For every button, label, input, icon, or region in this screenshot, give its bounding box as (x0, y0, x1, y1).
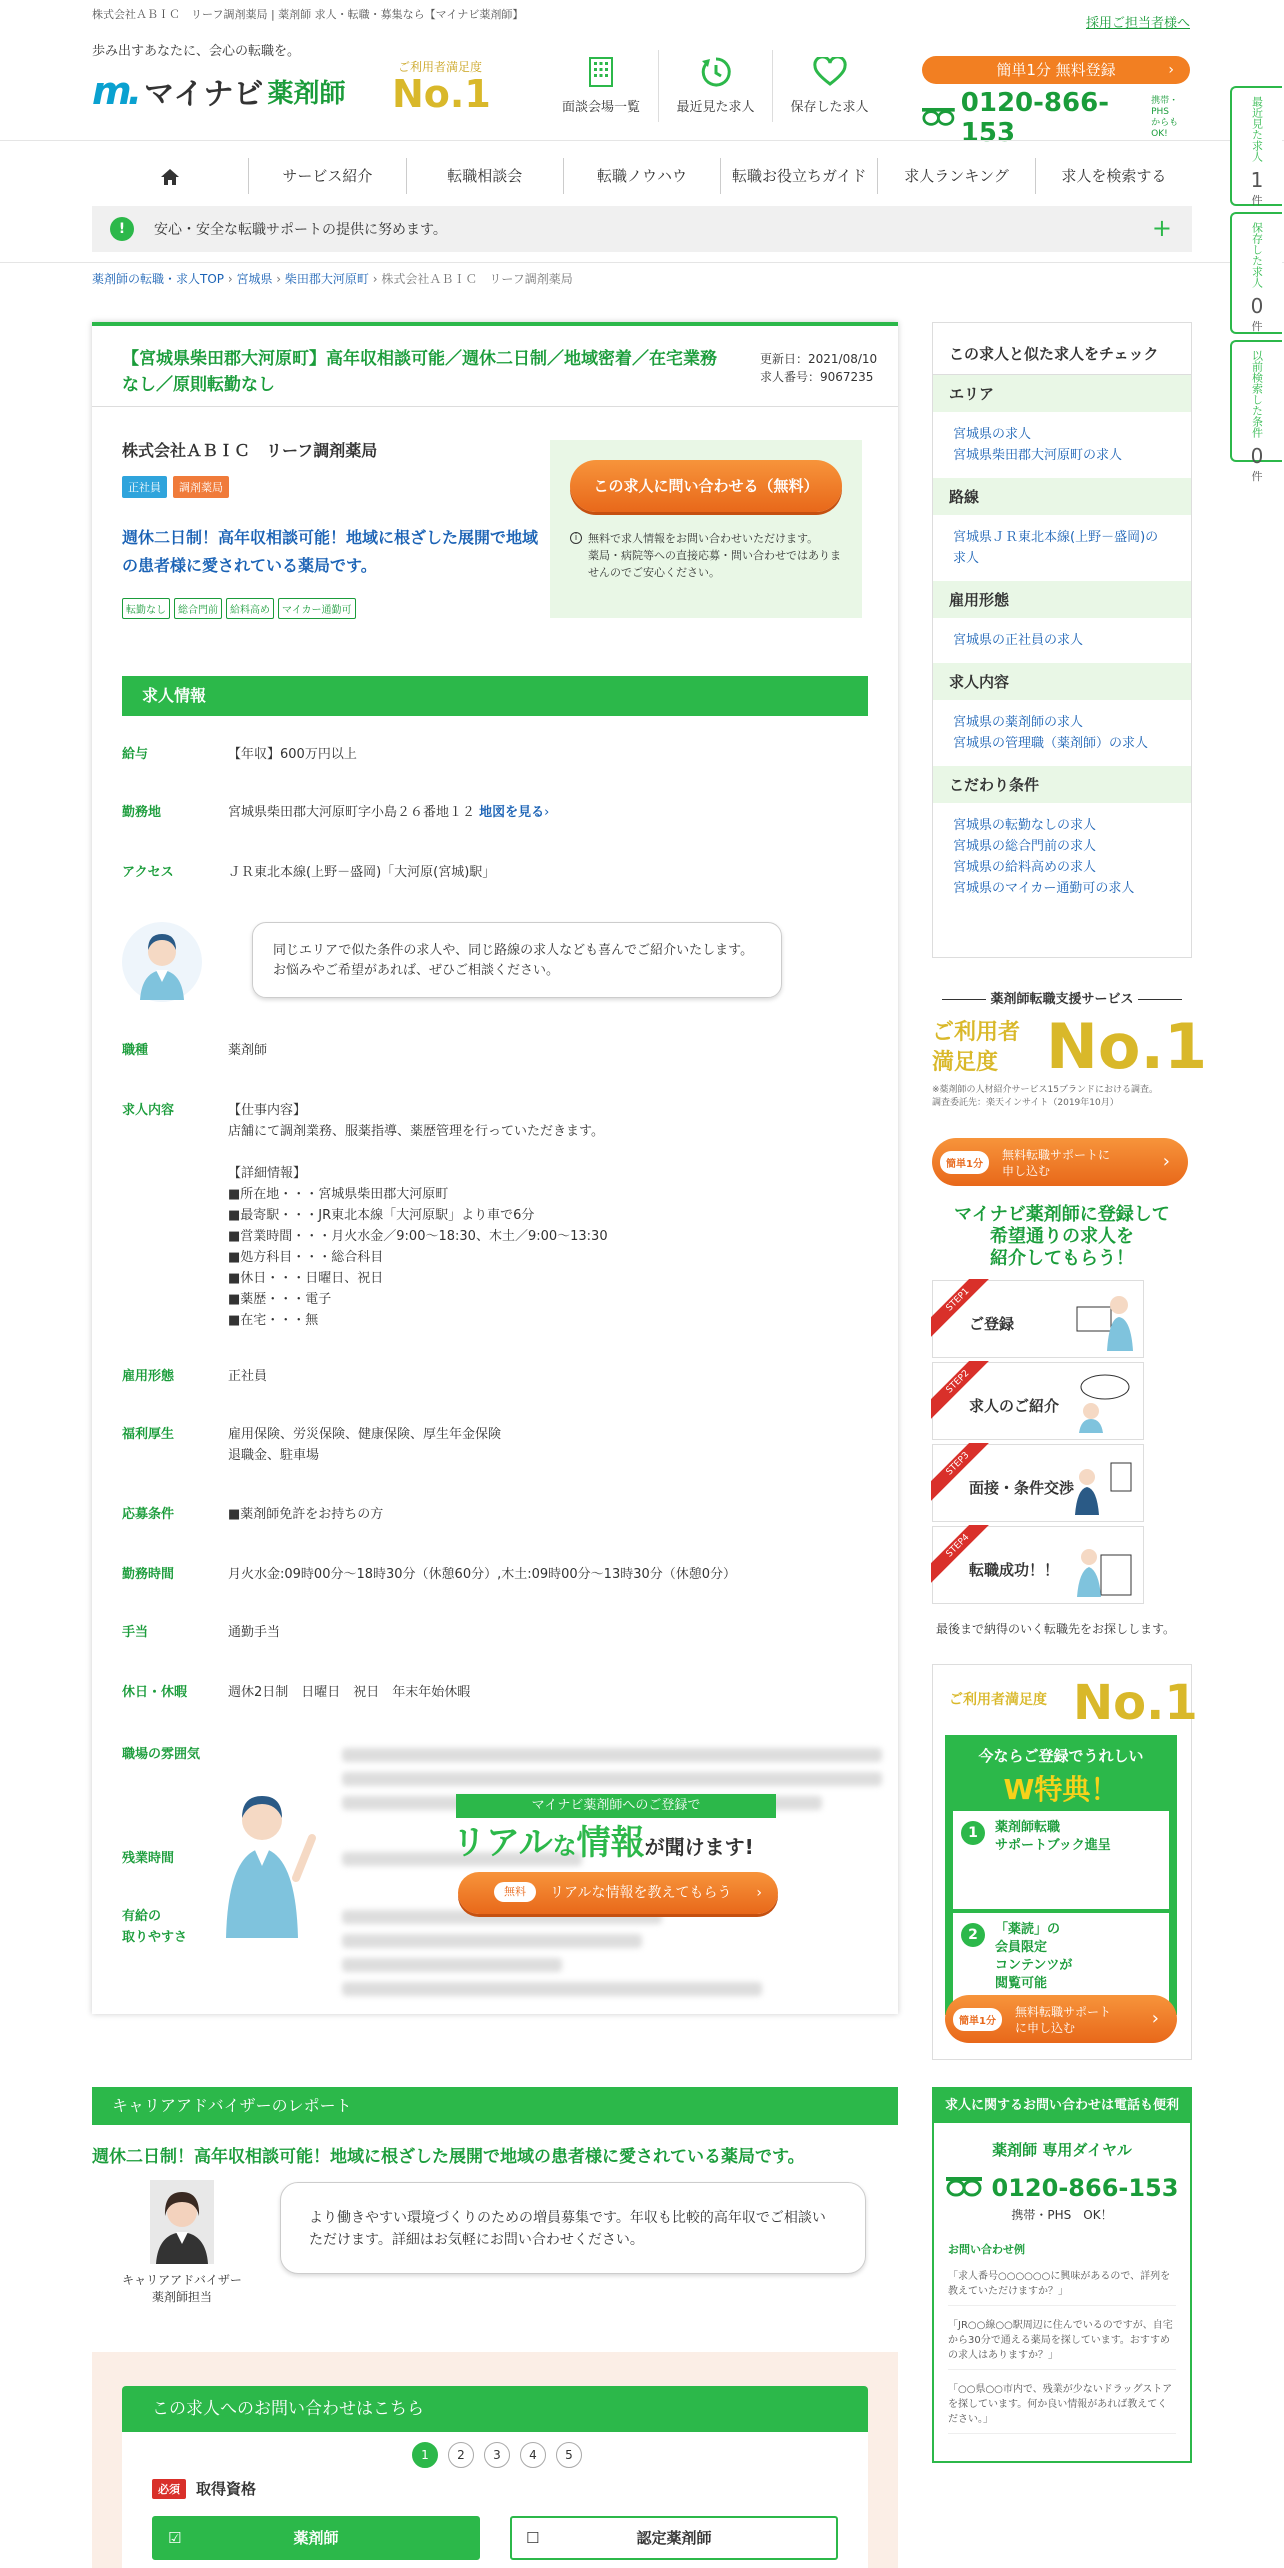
register-label: 簡単1分 無料登録 (996, 61, 1116, 79)
banner-word-na: な (552, 1832, 577, 1860)
step-label: ご登録 (969, 1315, 1015, 1333)
banner-top-label: マイナビ薬剤師へのご登録で (456, 1794, 776, 1818)
info-icon: i (570, 532, 582, 544)
float-saved-unit: 件 (1251, 320, 1263, 333)
blurred-text (342, 1772, 882, 1786)
benefit-text: 「薬読」の 会員限定 コンテンツが 閲覧可能 (995, 1922, 1073, 1991)
benefit-text: 薬剤師転職 サポートブック進呈 (995, 1820, 1111, 1853)
phone-box-number[interactable] (934, 2174, 1190, 2202)
step-4: 4 (520, 2442, 546, 2468)
overtime-key: 残業時間 (122, 1851, 175, 1866)
history-icon (699, 55, 733, 89)
phone-example-heading: お問い合わせ例 (948, 2243, 1025, 2256)
banner-button-label: リアルな情報を教えてもらう (550, 1885, 732, 1901)
advisor-report-heading: キャリアアドバイザーのレポート (92, 2087, 898, 2125)
step-label: 転職成功！！ (969, 1561, 1060, 1579)
chevron-right-icon: › (756, 1885, 762, 1901)
paid-leave-key: 有給の 取りやすさ (122, 1909, 188, 1945)
nav-guide[interactable]: 転職お役立ちガイド (720, 158, 877, 194)
check-icon: ☑ (168, 2529, 182, 2547)
welfare-key: 福利厚生 (122, 1427, 175, 1442)
chevron-right-icon: › (544, 805, 550, 820)
location-value: 宮城県柴田郡大河原町字小島２６番地１２ (228, 805, 476, 820)
heart-icon (813, 57, 847, 87)
register-small: 簡単1分 (953, 2008, 1002, 2031)
step-note: 最後まで納得のいく転職先をお探しします。 (936, 1622, 1176, 1636)
float-recent-unit: 件 (1251, 194, 1263, 207)
required-badge: 必須 (152, 2479, 186, 2499)
breadcrumb-current: 株式会社ＡＢＩＣ リーフ調剤薬局 (381, 272, 573, 286)
checkbox-empty-icon: ☐ (526, 2529, 540, 2547)
step-card-1 (932, 1280, 1144, 1358)
apply-note: 無料で求人情報をお問い合わせいただけます。 薬局・病院等への直接応募・問い合わせではありませんのでご安心ください。 (588, 532, 841, 579)
chevron-right-icon: › (1168, 62, 1174, 78)
card-divider (92, 406, 898, 407)
option-pharmacist-label: 薬剤師 (293, 2529, 339, 2547)
page-topline: 株式会社ＡＢＩＣ リーフ調剤薬局 | 薬剤師 求人・転職・募集なら【マイナビ薬剤師】 (92, 8, 524, 21)
service-heading-text: 薬剤師転職支援サービス (990, 992, 1134, 1007)
float-saved-label: 保存した求人 (1250, 222, 1264, 288)
content-key: 求人内容 (122, 1103, 175, 1118)
job-catchcopy: 週休二日制！高年収相談可能！地域に根ざした展開で地域の患者様に愛されている薬局です。 (122, 528, 539, 575)
nav-consultation[interactable]: 転職相談会 (406, 158, 563, 194)
step-ribbon: STEP4 (931, 1525, 991, 1583)
inquiry-heading: この求人へのお問い合わせはこちら (122, 2386, 868, 2432)
link-no-transfer[interactable]: 宮城県の転勤なしの求人 (953, 818, 1097, 833)
no1-text: No.1 (392, 72, 491, 116)
advisor-label: キャリアアドバイザー 薬剤師担当 (122, 2273, 242, 2304)
saved-jobs-link[interactable] (772, 50, 886, 122)
banner-illustration (202, 1788, 322, 1938)
link-general[interactable]: 宮城県の総合門前の求人 (953, 839, 1097, 854)
step-5: 5 (556, 2442, 582, 2468)
w-benefit-box (932, 1664, 1198, 2060)
phone-box-heading: 求人に関するお問い合わせは電話も便利 (934, 2089, 1190, 2123)
float-recent-jobs[interactable] (1230, 86, 1282, 206)
w-heading-1: 今ならご登録でうれしい (978, 1747, 1144, 1765)
logo-mark: m. (92, 69, 139, 113)
nav-divider (0, 262, 1284, 263)
nav-knowhow[interactable]: 転職ノウハウ (563, 158, 720, 194)
breadcrumb: 薬剤師の転職・求人TOP › 宮城県 › 柴田郡大河原町 › 株式会社ＡＢＩＣ リーフ調剤薬局 (92, 272, 573, 286)
breadcrumb-pref[interactable]: 宮城県 (236, 272, 273, 286)
service-heading (932, 988, 1192, 1007)
hours-value: 月火水金:09時00分～18時30分（休憩60分）,木土:09時00分～13時30分（休憩0分） (228, 1567, 737, 1582)
category-employment: 雇用形態 (933, 581, 1191, 618)
advisor-comment: より働きやすい環境づくりのための増員募集です。年収も比較的高年収でご相談いただけます。詳細はお気軽にお問い合わせください。 (280, 2182, 866, 2274)
allowance-value: 通勤手当 (228, 1625, 281, 1640)
nav-home[interactable] (92, 158, 248, 194)
checkbox-certified[interactable] (510, 2516, 838, 2560)
salary-value: 【年収】600万円以上 (228, 747, 357, 762)
interview-illustration (1071, 1453, 1135, 1515)
building-icon (588, 57, 614, 87)
salary-key: 給与 (122, 747, 149, 762)
hours-key: 勤務時間 (122, 1567, 175, 1582)
phone-note-1: 携帯・PHS (1151, 96, 1179, 117)
phone-number-text: 0120-866-153 (991, 2174, 1179, 2202)
access-key: アクセス (122, 865, 174, 880)
link-line[interactable]: 宮城県ＪＲ東北本線(上野－盛岡)の求人 (953, 530, 1159, 566)
access-value: ＪＲ東北本線(上野－盛岡)「大河原(宮城)駅」 (228, 865, 496, 880)
step-ribbon: STEP1 (931, 1279, 991, 1337)
link-car[interactable]: 宮城県のマイカー通勤可の求人 (953, 881, 1135, 896)
freedial-icon (946, 2177, 982, 2199)
register-small: 簡単1分 (940, 1151, 989, 1174)
w-register-button[interactable] (945, 1995, 1177, 2043)
advisor-photo (150, 2180, 214, 2264)
float-saved-search[interactable] (1230, 340, 1282, 483)
badge-facility: 調剤薬局 (173, 476, 229, 498)
welfare-value: 雇用保険、労災保険、健康保険、厚生年金保険 退職金、駐車場 (228, 1427, 502, 1463)
category-preferences: こだわり条件 (933, 766, 1191, 803)
float-recent-count: 1 (1250, 168, 1264, 192)
map-link[interactable]: 地図を見る (479, 805, 545, 820)
job-updated: 更新日：2021/08/10 (760, 352, 878, 366)
breadcrumb-top[interactable]: 薬剤師の転職・求人TOP (92, 272, 225, 286)
notice-bar[interactable] (92, 206, 1192, 252)
content-value: 【仕事内容】 店舗にて調剤業務、服薬指導、薬歴管理を行っていただきます。 【詳細情報】 ■所在地・・・宮城県柴田郡大河原町 ■最寄駅・・・JR東北本線「大河原駅」より車で6分 ■営業時間・・・月火水金／9:00～18:30、木土／9:00～13:30 ■処方科目・・・総合科目 ■休日・・・日曜日、祝日 ■薬歴・・・電子 ■在宅・・・無 (228, 1103, 608, 1328)
phone-example-1: 「求人番号○○○○○○に興味があるので、詳列を教えていただけますか？」 (948, 2263, 1176, 2306)
inquiry-section (92, 2352, 898, 2568)
step-3: 3 (484, 2442, 510, 2468)
category-content: 求人内容 (933, 663, 1191, 700)
step-1: 1 (412, 2442, 438, 2468)
occupation-key: 職種 (122, 1043, 149, 1058)
w-no1-caption: ご利用者満足度 (949, 1692, 1047, 1708)
float-saved-jobs[interactable] (1230, 212, 1282, 334)
phone-mobile-note: 携帯・PHS OK！ (1011, 2208, 1113, 2222)
step-label: 求人のご紹介 (969, 1397, 1060, 1415)
global-nav (92, 156, 1192, 196)
w-heading-2: W特典！ (1003, 1773, 1119, 1806)
step-label: 面接・条件交渉 (969, 1479, 1075, 1497)
phone-number: 0120-866-153 (960, 88, 1109, 148)
job-number: 求人番号：9067235 (760, 370, 874, 384)
benefit-number: 1 (961, 1821, 985, 1845)
banner-free-badge: 無料 (494, 1882, 536, 1902)
phone-dial-label: 薬剤師 専用ダイヤル (992, 2141, 1132, 2159)
blurred-text (342, 1982, 762, 1996)
recent-jobs-label: 最近見た求人 (676, 100, 755, 115)
link-employment[interactable]: 宮城県の正社員の求人 (953, 633, 1084, 648)
nav-ranking[interactable]: 求人ランキング (877, 158, 1034, 194)
freedial-icon (922, 107, 955, 129)
header-divider (0, 140, 1284, 141)
header-register-button[interactable] (922, 56, 1190, 84)
notice-text: 安心・安全な転職サポートの提供に努めます。 (154, 222, 447, 238)
link-high-pay[interactable]: 宮城県の給料高めの求人 (953, 860, 1097, 875)
job-info-heading: 求人情報 (122, 676, 868, 716)
consult-message (122, 922, 802, 1022)
tag-car-commute: マイカー通勤可 (278, 598, 356, 619)
step-card-4 (932, 1526, 1144, 1604)
no1-big: No.1 (1046, 1010, 1208, 1083)
phone-inquiry-box (932, 2087, 1192, 2463)
similar-jobs-box (932, 322, 1192, 958)
banner-headline (452, 1822, 792, 1868)
banner-word-info: 情報 (576, 1823, 645, 1863)
blurred-text (342, 1748, 882, 1762)
company-name: 株式会社ＡＢＩＣ リーフ調剤薬局 (122, 441, 378, 460)
register-text: 無料転職サポートに 申し込む (1002, 1148, 1111, 1178)
breadcrumb-city[interactable]: 柴田郡大河原町 (284, 272, 369, 286)
float-recent-label: 最近見た求人 (1250, 96, 1264, 162)
sidebar-register-button[interactable] (932, 1138, 1188, 1186)
category-area: エリア (933, 375, 1191, 412)
banner-unlock-button[interactable] (458, 1872, 778, 1914)
benefit-item-1 (953, 1811, 1169, 1909)
banner-word-tail: が聞けます! (644, 1835, 754, 1859)
tag-general: 総合門前 (174, 598, 222, 619)
holiday-value: 週休2日制 日曜日 祝日 年末年始休暇 (228, 1685, 471, 1700)
holiday-key: 休日・休暇 (122, 1685, 188, 1700)
satisfaction-no1 (932, 1010, 1208, 1083)
employment-value: 正社員 (228, 1369, 268, 1384)
header-phone[interactable] (922, 88, 1192, 148)
advisor-report-title: 週休二日制！高年収相談可能！地域に根ざした展開で地域の患者様に愛されている薬局です。 (92, 2147, 805, 2167)
phone-example-3: 「○○県○○市内で、残業が少ないドラッグストアを探しています。何か良い情報があれば教えてください。」 (948, 2376, 1176, 2434)
logo-text-yakuzaishi: 薬剤師 (267, 78, 346, 109)
apply-button[interactable]: この求人に問い合わせる（無料） (570, 460, 842, 512)
link-area-city[interactable]: 宮城県柴田郡大河原町の求人 (953, 448, 1123, 463)
step-ribbon: STEP2 (931, 1361, 991, 1419)
float-search-unit: 件 (1251, 470, 1263, 483)
job-detail-card (92, 322, 898, 2014)
nav-service[interactable]: サービス紹介 (248, 158, 405, 194)
plus-icon[interactable]: + (1151, 214, 1172, 242)
job-title: 【宮城県柴田郡大河原町】高年収相談可能／週休二日制／地域密着／在宅業務なし／原則転勤なし (122, 349, 717, 395)
badge-employment: 正社員 (122, 476, 167, 498)
phone-example-2: 「JR○○線○○駅周辺に住んでいるのですが、自宅から30分で通える薬局を探しています。おすすめの求人はありますか？」 (948, 2312, 1176, 2370)
link-area-pref[interactable]: 宮城県の求人 (953, 427, 1032, 442)
introduction-illustration (1071, 1371, 1135, 1433)
tag-no-transfer: 転勤なし (122, 598, 170, 619)
step-card-3 (932, 1444, 1144, 1522)
qualification-label: 取得資格 (196, 2480, 257, 2498)
similar-jobs-title: この求人と似た求人をチェック (933, 323, 1191, 375)
step-2: 2 (448, 2442, 474, 2468)
venue-list-label: 面談会場一覧 (561, 100, 640, 115)
saved-jobs-label: 保存した求人 (790, 100, 869, 115)
float-search-label: 以前検索した条件 (1250, 350, 1264, 438)
float-search-count: 0 (1250, 444, 1264, 468)
logo-text-mynavi: マイナビ (144, 77, 264, 112)
recent-jobs-link[interactable] (658, 50, 772, 122)
allowance-key: 手当 (122, 1625, 149, 1640)
tag-high-pay: 給料高め (226, 598, 274, 619)
category-line: 路線 (933, 478, 1191, 515)
benefit-number: 2 (961, 1923, 985, 1947)
w-no1-big: No.1 (1073, 1675, 1198, 1731)
nav-search[interactable]: 求人を検索する (1035, 158, 1192, 194)
apply-box (550, 440, 862, 618)
link-pharmacist[interactable]: 宮城県の薬剤師の求人 (953, 715, 1084, 730)
requirements-value: ■薬剤師免許をお持ちの方 (228, 1507, 384, 1522)
no1-caption: ご利用者満足度 (397, 60, 482, 74)
employment-key: 雇用形態 (122, 1369, 175, 1384)
step-indicator (412, 2442, 582, 2468)
step-card-2 (932, 1362, 1144, 1440)
site-logo[interactable] (92, 40, 372, 120)
logo-tagline: 歩み出すあなたに、会心の転職を。 (92, 44, 301, 59)
register-tagline: マイナビ薬剤師に登録して 希望通りの求人を 紹介してもらう！ (954, 1204, 1170, 1269)
home-icon (160, 168, 180, 186)
signup-illustration (1071, 1289, 1135, 1351)
blurred-text (342, 1958, 562, 1972)
step-ribbon: STEP3 (931, 1443, 991, 1501)
blurred-text (342, 1934, 642, 1948)
no1-label: ご利用者 満足度 (932, 1020, 1021, 1075)
header-no1-badge (392, 58, 491, 116)
occupation-value: 薬剤師 (228, 1043, 268, 1058)
success-illustration (1071, 1535, 1135, 1597)
advisor-illustration (122, 922, 202, 1002)
venue-list-link[interactable] (544, 50, 658, 122)
checkbox-pharmacist[interactable] (152, 2516, 480, 2560)
option-certified-label: 認定薬剤師 (636, 2529, 712, 2547)
link-manager[interactable]: 宮城県の管理職（薬剤師）の求人 (953, 736, 1149, 751)
register-text: 無料転職サポート に申し込む (1015, 2005, 1112, 2035)
consult-bubble: 同じエリアで似た条件の求人や、同じ路線の求人なども喜んでご紹介いたします。 お悩みやご希望があれば、ぜひご相談ください。 (252, 922, 782, 998)
recruiter-link[interactable]: 採用ご担当者様へ (1085, 16, 1190, 31)
chevron-right-icon: › (1162, 1151, 1170, 1172)
banner-word-real: リアル (452, 1823, 553, 1863)
exclamation-icon: ! (110, 217, 134, 241)
chevron-right-icon: › (1151, 2008, 1159, 2029)
header-icon-nav (544, 50, 886, 122)
location-key: 勤務地 (122, 805, 162, 820)
phone-note-2: からもOK! (1151, 118, 1179, 139)
atmosphere-key: 職場の雰囲気 (122, 1747, 201, 1762)
float-saved-count: 0 (1250, 294, 1264, 318)
requirements-key: 応募条件 (122, 1507, 175, 1522)
no1-footnote: ※薬剤師の人材紹介サービス15ブランドにおける調査。 調査委託先：楽天インサイト（2019年10月） (932, 1085, 1158, 1108)
